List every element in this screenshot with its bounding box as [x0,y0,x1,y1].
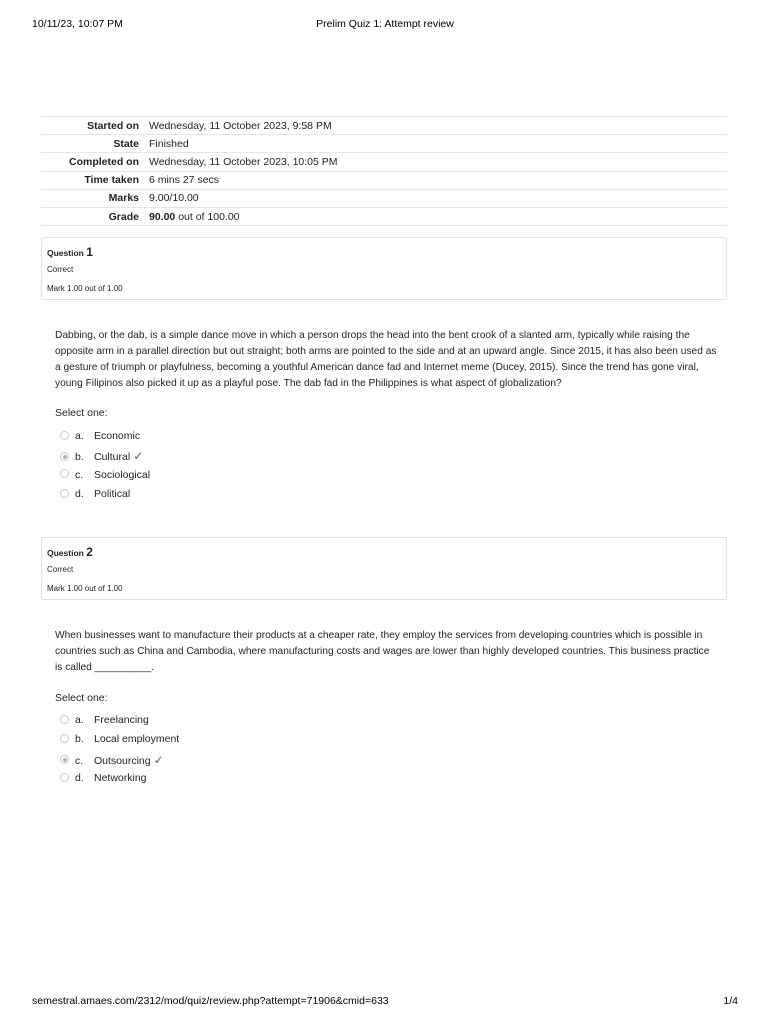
summary-row [41,207,727,225]
answer-letter: b. [75,451,84,464]
answer-text: Freelancing [94,714,149,726]
radio-button[interactable] [60,773,69,782]
answer-option[interactable] [60,753,179,772]
radio-button[interactable] [60,734,69,743]
question-state: Correct [47,565,74,574]
page-number: 1/4 [723,995,738,1007]
question-num: 1 [86,245,93,259]
radio-button[interactable] [60,431,69,440]
answer-letter: c. [75,468,84,481]
question-label: Question [47,548,84,558]
answer-option[interactable] [60,772,179,791]
summary-row [41,171,727,189]
select-one-prompt: Select one: [55,407,108,419]
summary-row [41,135,727,153]
radio-button[interactable] [60,489,69,498]
check-icon: ✓ [153,752,164,767]
answer-text: Local employment [94,733,180,746]
answer-option[interactable] [60,430,150,449]
answer-letter: a. [75,714,84,726]
summary-value: Wednesday, 11 October 2023, 9:58 PM [149,117,727,135]
print-title: Prelim Quiz 1: Attempt review [316,18,454,30]
answer-text: Sociological [94,468,151,481]
answer-option[interactable] [60,714,179,733]
summary-label: Started on [41,117,149,135]
answer-list [60,430,150,507]
summary-label: Grade [41,207,149,225]
question-number [47,245,93,259]
radio-button[interactable] [60,452,69,461]
answer-letter: b. [75,733,84,746]
answer-letter: c. [75,754,84,767]
grade-value: 90.00 [149,210,176,223]
summary-value: Wednesday, 11 October 2023, 10:05 PM [149,153,727,171]
summary-row [41,189,727,207]
check-icon: ✓ [133,449,144,464]
summary-row [41,117,727,135]
question-state: Correct [47,265,74,274]
answer-option[interactable] [60,488,150,507]
question-num: 2 [86,545,93,559]
summary-row [41,153,727,171]
answer-letter: a. [75,430,84,442]
answer-letter: d. [75,487,84,500]
answer-letter: d. [75,771,84,784]
page-url[interactable]: semestral.amaes.com/2312/mod/quiz/review.php?attempt=71906&cmid=633 [32,995,389,1007]
answer-text: Political [94,487,131,500]
answer-text: Outsourcing [94,754,151,767]
radio-button[interactable] [60,469,69,478]
question-label: Question [47,248,84,258]
radio-button[interactable] [60,715,69,724]
print-datetime: 10/11/23, 10:07 PM [32,18,123,30]
answer-option[interactable] [60,733,179,752]
select-one-prompt: Select one: [55,692,108,704]
answer-text: Cultural [94,451,131,464]
question-text: Dabbing, or the dab, is a simple dance move in which a person drops the head into the bent crook of a slanted arm, typically while raising the opposite arm in a parallel direction but out straight; both arms are pointed to the side and at an upward angle. Since 2015, it has also been used as a gesture of triumph or playfulness, becoming a youthful American dance fad and Internet meme (Ducey, 2015). Since the trend has gone viral, young Filipinos also picked it up as a playful pose. The dab fad in the Philippines is what aspect of globalization? [55,330,717,389]
radio-button[interactable] [60,755,69,764]
print-footer [32,995,738,1009]
summary-label: Completed on [41,153,149,171]
answer-list [60,714,179,791]
attempt-summary-table [41,116,727,226]
question-info [41,537,727,600]
summary-label: Marks [41,189,149,207]
print-header [32,18,738,32]
summary-label: State [41,135,149,153]
question-text: When businesses want to manufacture their products at a cheaper rate, they employ the services from developing countries which is possible in countries such as China and Cambodia, where manufacturing costs and wages are lower than highly developed countries. This business practice is called __________. [55,630,710,673]
grade-out-of: out of 100.00 [175,210,240,223]
summary-value: 9.00/10.00 [149,189,727,207]
answer-option[interactable] [60,469,150,488]
question-number [47,545,93,559]
question-mark: Mark 1.00 out of 1.00 [47,584,123,593]
question-mark: Mark 1.00 out of 1.00 [47,284,123,293]
answer-text: Economic [94,430,141,442]
summary-value: 6 mins 27 secs [149,171,727,189]
summary-value: Finished [149,135,727,153]
answer-text: Networking [94,771,147,784]
summary-value [149,207,727,225]
question-info [41,237,727,300]
answer-option[interactable] [60,449,150,468]
summary-label: Time taken [41,171,149,189]
